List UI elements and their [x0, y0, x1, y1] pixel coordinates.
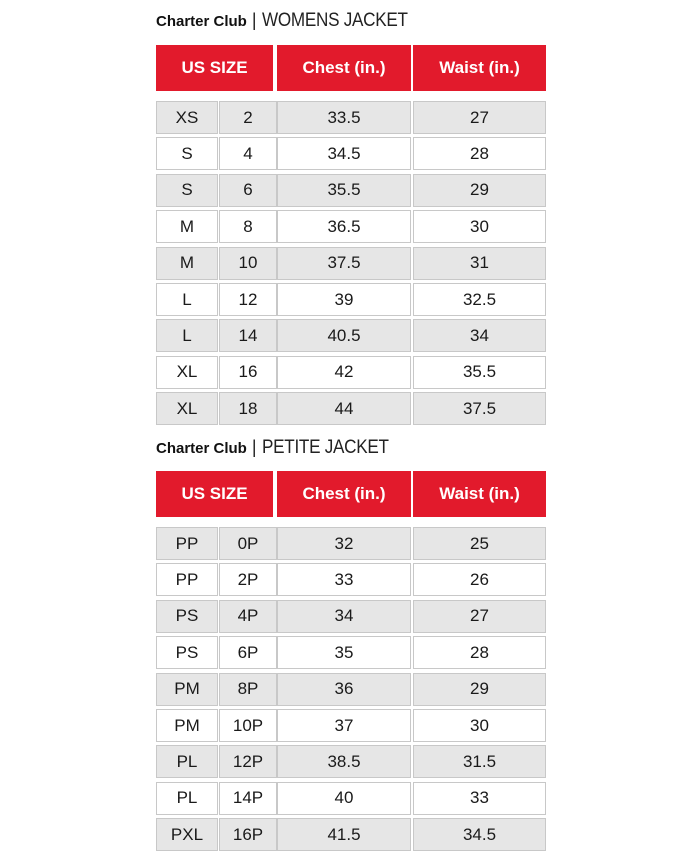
table-cell: L	[156, 283, 218, 316]
table-cell: 12P	[219, 745, 277, 778]
table-cell: 37.5	[277, 247, 411, 280]
header-cell: Waist (in.)	[413, 471, 546, 517]
table-cell: 38.5	[277, 745, 411, 778]
table-cell: 4P	[219, 600, 277, 633]
header-cell: Waist (in.)	[413, 45, 546, 91]
table-cell: 27	[413, 600, 546, 633]
brand-name: Charter Club	[156, 440, 247, 457]
table-cell: 33	[277, 563, 411, 596]
table-cell: PL	[156, 782, 218, 815]
table-cell: 37	[277, 709, 411, 742]
table-cell: PM	[156, 673, 218, 706]
table-cell: 2P	[219, 563, 277, 596]
table-title	[156, 437, 402, 461]
table-cell: PP	[156, 527, 218, 560]
product-name: WOMENS JACKET	[261, 10, 408, 31]
table-cell: 40.5	[277, 319, 411, 352]
table-cell: PS	[156, 600, 218, 633]
product-name: PETITE JACKET	[261, 437, 389, 458]
table-cell: XL	[156, 356, 218, 389]
table-cell: 8P	[219, 673, 277, 706]
table-cell: 28	[413, 636, 546, 669]
table-cell: 42	[277, 356, 411, 389]
table-cell: 10P	[219, 709, 277, 742]
table-title	[156, 10, 423, 34]
table-cell: 29	[413, 673, 546, 706]
table-cell: PS	[156, 636, 218, 669]
table-cell: PM	[156, 709, 218, 742]
table-cell: 34.5	[277, 137, 411, 170]
table-cell: 16	[219, 356, 277, 389]
table-cell: 16P	[219, 818, 277, 851]
table-cell: XL	[156, 392, 218, 425]
title-separator: |	[251, 437, 257, 457]
header-cell: US SIZE	[156, 471, 273, 517]
table-cell: 6P	[219, 636, 277, 669]
table-cell: M	[156, 210, 218, 243]
title-separator: |	[251, 10, 257, 30]
table-cell: 35.5	[277, 174, 411, 207]
table-cell: 36	[277, 673, 411, 706]
table-cell: 34	[277, 600, 411, 633]
table-cell: 18	[219, 392, 277, 425]
table-cell: M	[156, 247, 218, 280]
table-cell: 35.5	[413, 356, 546, 389]
table-cell: 14	[219, 319, 277, 352]
table-cell: 34.5	[413, 818, 546, 851]
table-cell: 30	[413, 210, 546, 243]
header-cell: Chest (in.)	[277, 471, 411, 517]
table-cell: 36.5	[277, 210, 411, 243]
table-cell: 32.5	[413, 283, 546, 316]
table-cell: 12	[219, 283, 277, 316]
table-cell: S	[156, 174, 218, 207]
table-cell: 27	[413, 101, 546, 134]
table-cell: 33.5	[277, 101, 411, 134]
table-cell: 2	[219, 101, 277, 134]
table-cell: 4	[219, 137, 277, 170]
table-cell: 41.5	[277, 818, 411, 851]
table-cell: L	[156, 319, 218, 352]
table-cell: 6	[219, 174, 277, 207]
table-cell: PXL	[156, 818, 218, 851]
table-cell: 44	[277, 392, 411, 425]
header-cell: US SIZE	[156, 45, 273, 91]
table-cell: 14P	[219, 782, 277, 815]
table-cell: PP	[156, 563, 218, 596]
table-cell: 26	[413, 563, 546, 596]
header-cell: Chest (in.)	[277, 45, 411, 91]
table-cell: XS	[156, 101, 218, 134]
table-cell: 35	[277, 636, 411, 669]
table-cell: 0P	[219, 527, 277, 560]
table-cell: 37.5	[413, 392, 546, 425]
table-cell: 29	[413, 174, 546, 207]
table-cell: 31.5	[413, 745, 546, 778]
table-cell: 34	[413, 319, 546, 352]
table-cell: PL	[156, 745, 218, 778]
table-cell: 10	[219, 247, 277, 280]
table-cell: 32	[277, 527, 411, 560]
table-cell: 28	[413, 137, 546, 170]
table-cell: S	[156, 137, 218, 170]
table-cell: 25	[413, 527, 546, 560]
table-cell: 40	[277, 782, 411, 815]
table-cell: 30	[413, 709, 546, 742]
table-cell: 33	[413, 782, 546, 815]
table-cell: 39	[277, 283, 411, 316]
brand-name: Charter Club	[156, 13, 247, 30]
table-cell: 8	[219, 210, 277, 243]
table-cell: 31	[413, 247, 546, 280]
